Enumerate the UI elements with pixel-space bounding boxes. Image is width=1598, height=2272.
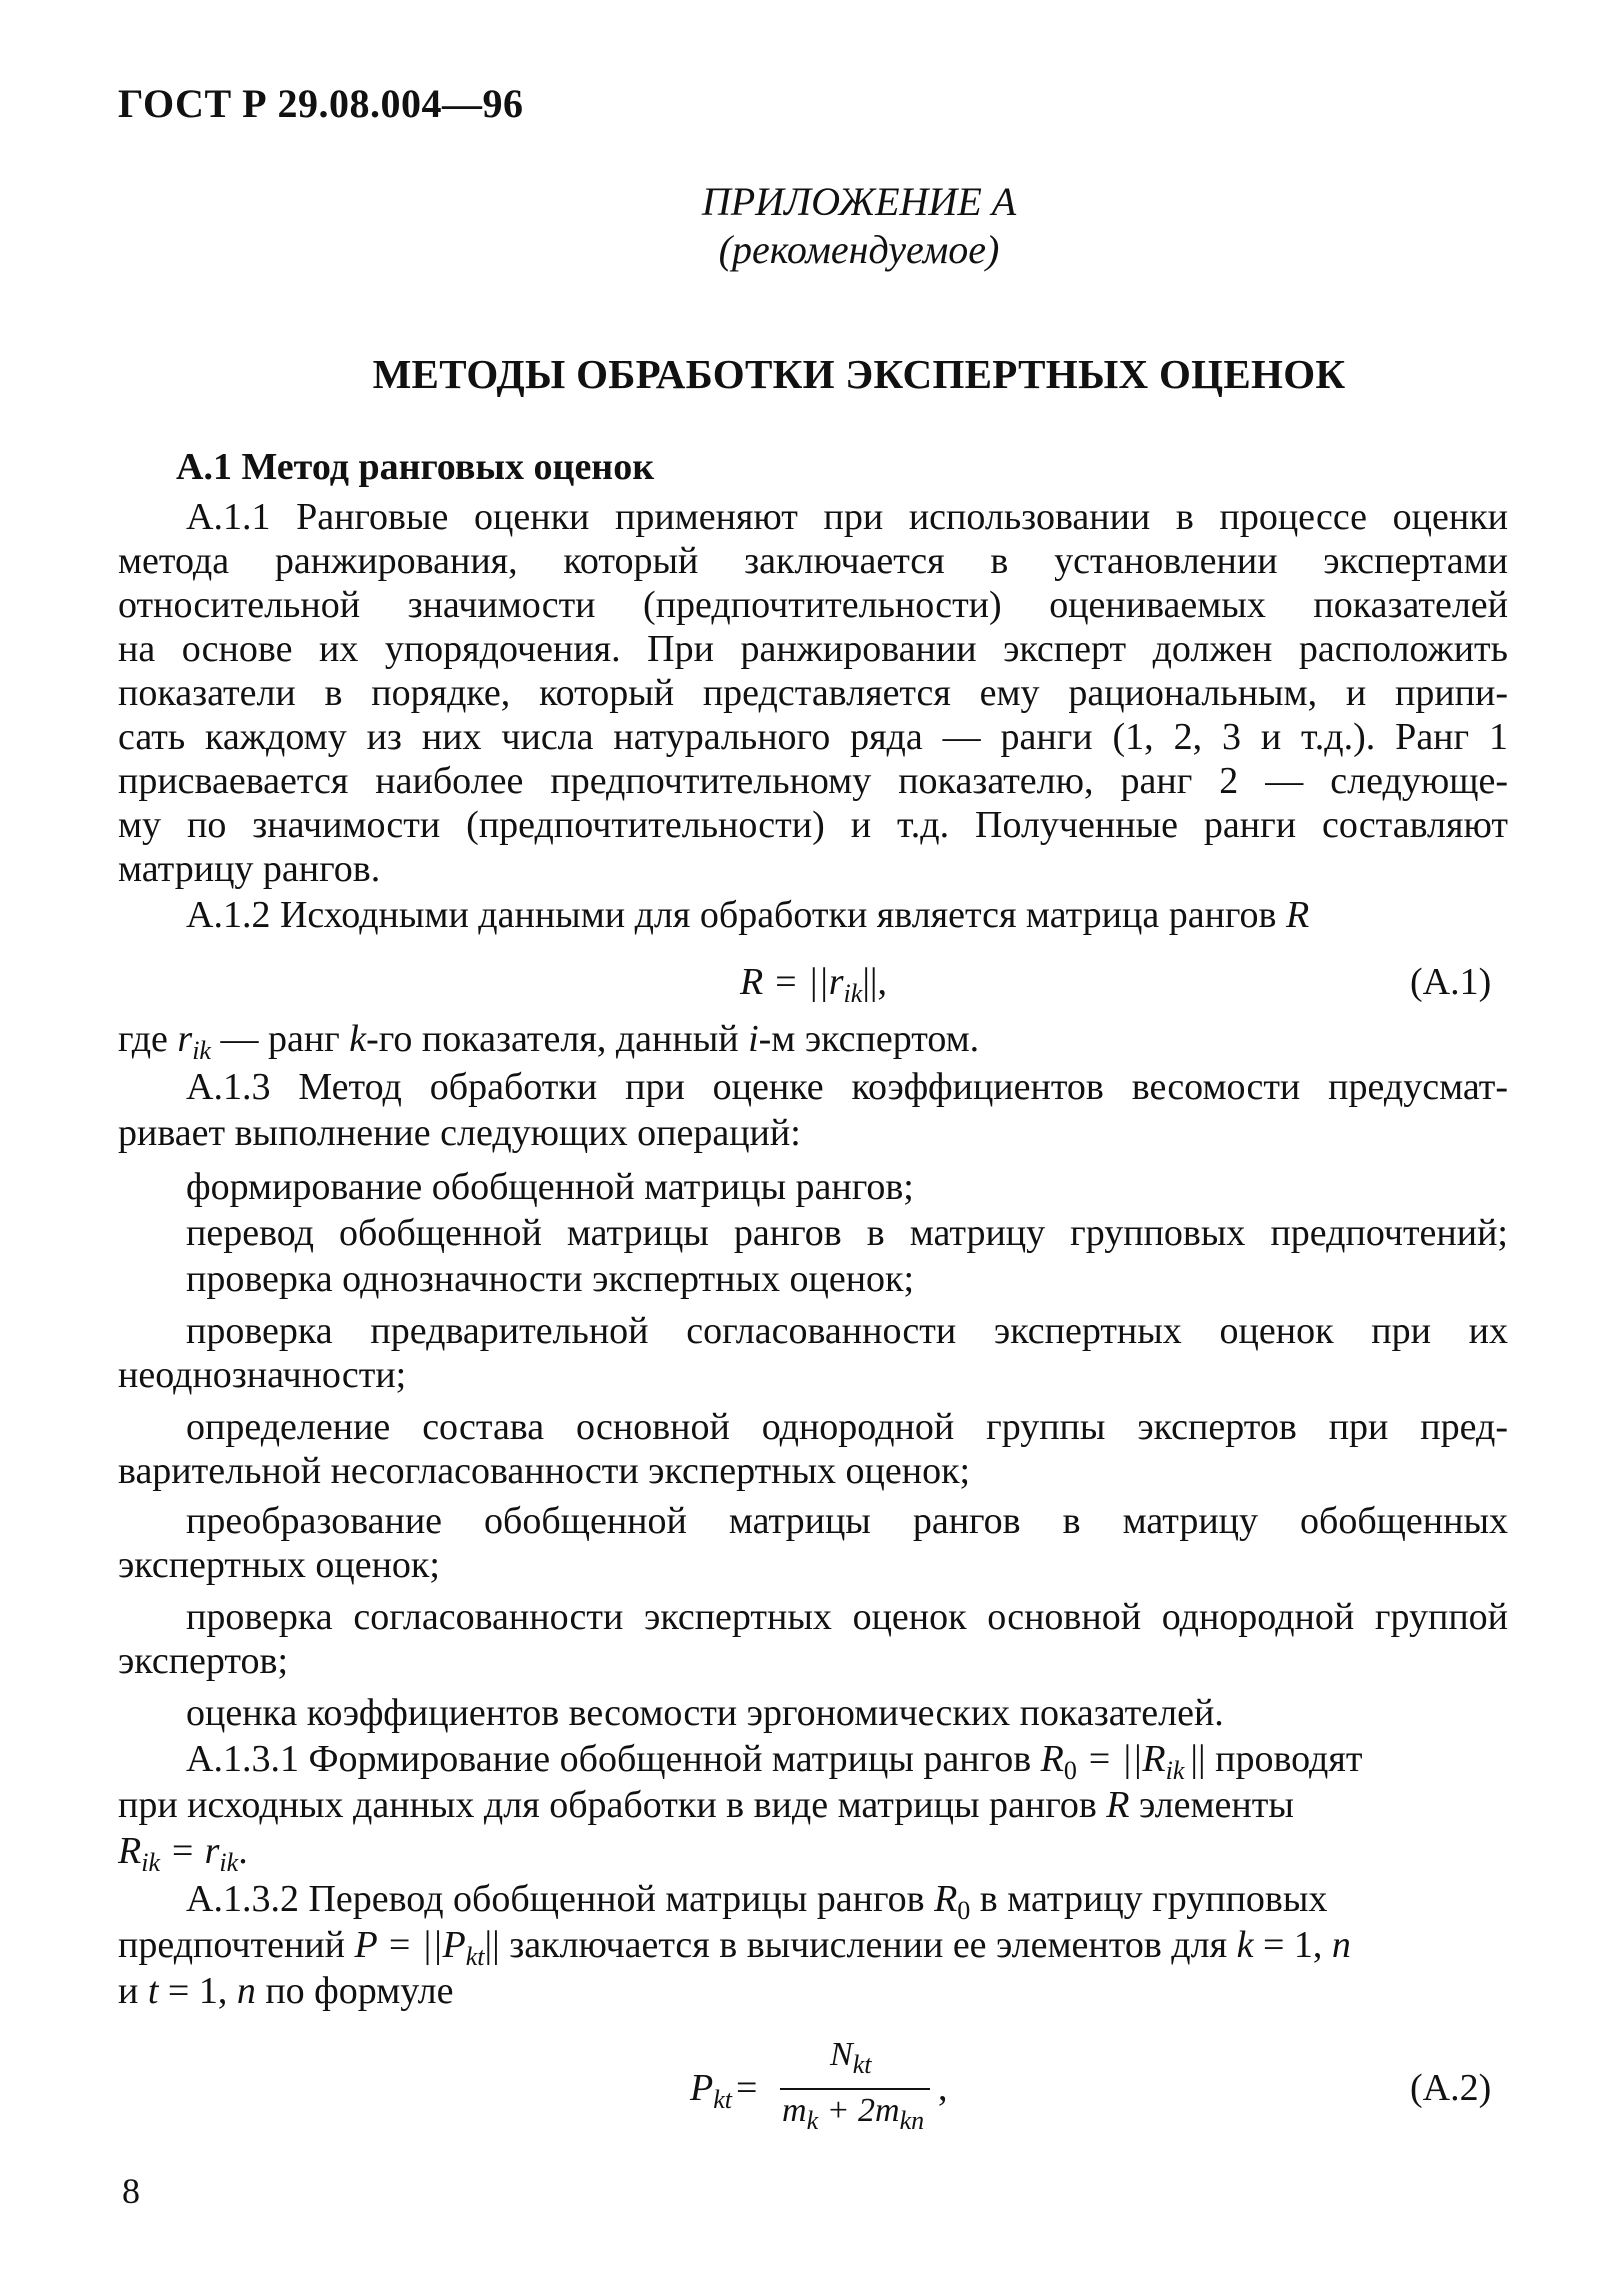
numerator-symbol: N <box>830 2036 853 2073</box>
variable: = ||R <box>1076 1738 1166 1780</box>
paragraph-line: относительной значимости (предпочтительности) оцениваемых показателей <box>118 584 1508 626</box>
where-clause <box>118 1016 1508 1065</box>
list-item: перевод обобщенной матрицы рангов в матрицу групповых предпочтений; <box>186 1212 1508 1254</box>
paragraph-line <box>118 1782 1508 1828</box>
paragraph-line: матрицу рангов. <box>118 848 381 890</box>
subscript: kt <box>465 1942 485 1971</box>
subscript: ik <box>141 1848 160 1877</box>
list-item: формирование обобщенной матрицы рангов; <box>186 1166 914 1208</box>
page-title: МЕТОДЫ ОБРАБОТКИ ЭКСПЕРТНЫХ ОЦЕНОК <box>372 351 1346 397</box>
paragraph-text: = 1, <box>1253 1924 1323 1966</box>
subscript: 0 <box>1063 1756 1077 1785</box>
variable: n <box>1331 1924 1351 1966</box>
list-item: неоднозначности; <box>118 1354 407 1396</box>
variable-r: R <box>1286 894 1310 936</box>
denominator-subscript: kn <box>899 2106 925 2135</box>
equation-lhs: R = ||r <box>740 961 844 1003</box>
paragraph-text: = 1, <box>158 1970 228 2012</box>
numerator-subscript: kt <box>852 2050 872 2079</box>
paragraph-line: метода ранжирования, который заключается в установлении экспертами <box>118 540 1508 582</box>
paragraph-text: . <box>238 1830 248 1872</box>
list-item: варительной несогласованности экспертных оценок; <box>118 1450 971 1492</box>
list-item: экспертов; <box>118 1640 288 1682</box>
equation-number: (А.1) <box>1410 961 1492 1003</box>
variable: R <box>934 1878 958 1920</box>
variable: i <box>748 1018 759 1060</box>
list-item: оценка коэффициентов весомости эргономических показателей. <box>186 1692 1224 1734</box>
where-text: -м экспертом. <box>758 1018 980 1060</box>
section-heading-a1: А.1 Метод ранговых оценок <box>176 446 655 488</box>
paragraph-line: присваевается наиболее предпочтительному показателю, ранг 2 — следующе- <box>118 760 1508 802</box>
list-item: проверка согласованности экспертных оценок основной однородной группой <box>186 1596 1508 1638</box>
denominator-symbol: + 2m <box>818 2092 900 2129</box>
variable: k <box>1236 1924 1254 1966</box>
paragraph-text: А.1.3.1 Формирование обобщенной матрицы рангов <box>186 1738 1032 1780</box>
paragraph-line <box>186 892 1576 938</box>
list-item: преобразование обобщенной матрицы рангов в матрицу обобщенных <box>186 1500 1508 1542</box>
paragraph-text: предпочтений <box>118 1924 345 1966</box>
where-text: где <box>118 1018 168 1060</box>
paragraph-line: А.1.3 Метод обработки при оценке коэффициентов весомости предусмат- <box>186 1066 1508 1108</box>
lhs-subscript: kt <box>713 2085 732 2114</box>
list-item: проверка однозначности экспертных оценок; <box>186 1258 915 1300</box>
variable: n <box>236 1970 256 2012</box>
variable: = r <box>159 1830 220 1872</box>
subscript: ik <box>219 1848 239 1877</box>
appendix-note: (рекомендуемое) <box>718 227 1000 272</box>
paragraph-line <box>118 1968 1508 2014</box>
subscript: ik <box>192 1036 211 1065</box>
standard-code: ГОСТ Р 29.08.004—96 <box>118 81 524 126</box>
variable: r <box>177 1018 193 1060</box>
equation-comma: , <box>938 2067 948 2109</box>
appendix-label: ПРИЛОЖЕНИЕ А <box>701 179 1017 224</box>
fraction-denominator <box>782 2092 925 2135</box>
subscript: 0 <box>957 1896 971 1925</box>
paragraph-text: и <box>118 1970 139 2012</box>
equation-a1 <box>740 960 888 1008</box>
equation-number: (А.2) <box>1410 2067 1492 2109</box>
where-text: -го показателя, данный <box>366 1018 739 1060</box>
list-item: определение состава основной однородной группы экспертов при пред- <box>186 1406 1508 1448</box>
variable: t <box>147 1970 159 2012</box>
list-item: проверка предварительной согласованности экспертных оценок при их <box>186 1310 1508 1352</box>
paragraph-line: ривает выполнение следующих операций: <box>118 1112 801 1154</box>
paragraph-text: || проводят <box>1190 1738 1363 1780</box>
fraction-bar <box>780 2088 930 2090</box>
fraction-numerator <box>830 2036 872 2079</box>
paragraph-line <box>186 1876 1508 1925</box>
page-number: 8 <box>122 2171 140 2211</box>
subscript: ik <box>1165 1756 1185 1785</box>
paragraph-line: А.1.1 Ранговые оценки применяют при использовании в процессе оценки <box>186 496 1508 538</box>
paragraph-text: по формуле <box>265 1970 454 2012</box>
paragraph-line: на основе их упорядочения. При ранжировании эксперт должен расположить <box>118 628 1508 670</box>
paragraph-line <box>118 1922 1508 1971</box>
equation-a2 <box>690 2036 990 2146</box>
paragraph-text: в матрицу групповых <box>979 1878 1328 1920</box>
equation-end: ||, <box>862 961 888 1003</box>
paragraph-text: А.1.3.2 Перевод обобщенной матрицы рангов <box>186 1878 925 1920</box>
paragraph-text: || заключается в вычислении ее элементов для <box>484 1924 1228 1966</box>
equation-lhs <box>690 2066 758 2114</box>
paragraph-line: му по значимости (предпочтительности) и т.д. Полученные ранги составляют <box>118 804 1508 846</box>
variable: R <box>1106 1784 1130 1826</box>
where-text: — ранг <box>220 1018 340 1060</box>
list-item: экспертных оценок; <box>118 1544 440 1586</box>
lhs-symbol: P <box>690 2067 714 2109</box>
variable: R <box>118 1830 142 1872</box>
paragraph-text: при исходных данных для обработки в виде матрицы рангов <box>118 1784 1097 1826</box>
paragraph-text: А.1.2 Исходными данными для обработки является матрица рангов <box>186 894 1277 936</box>
variable: R <box>1040 1738 1064 1780</box>
paragraph-line: сать каждому из них числа натурального ряда — ранги (1, 2, 3 и т.д.). Ранг 1 <box>118 716 1508 758</box>
equation-subscript: ik <box>843 979 863 1008</box>
denominator-subscript: k <box>806 2106 819 2135</box>
denominator-symbol: m <box>782 2092 807 2129</box>
variable: k <box>349 1018 367 1060</box>
paragraph-text: элементы <box>1139 1784 1294 1826</box>
equals-sign: = <box>735 2067 758 2109</box>
paragraph-line <box>118 1828 1508 1877</box>
variable: P = ||P <box>354 1924 466 1966</box>
paragraph-line: показатели в порядке, который представляется ему рациональным, и припи- <box>118 672 1508 714</box>
paragraph-line <box>186 1736 1508 1785</box>
